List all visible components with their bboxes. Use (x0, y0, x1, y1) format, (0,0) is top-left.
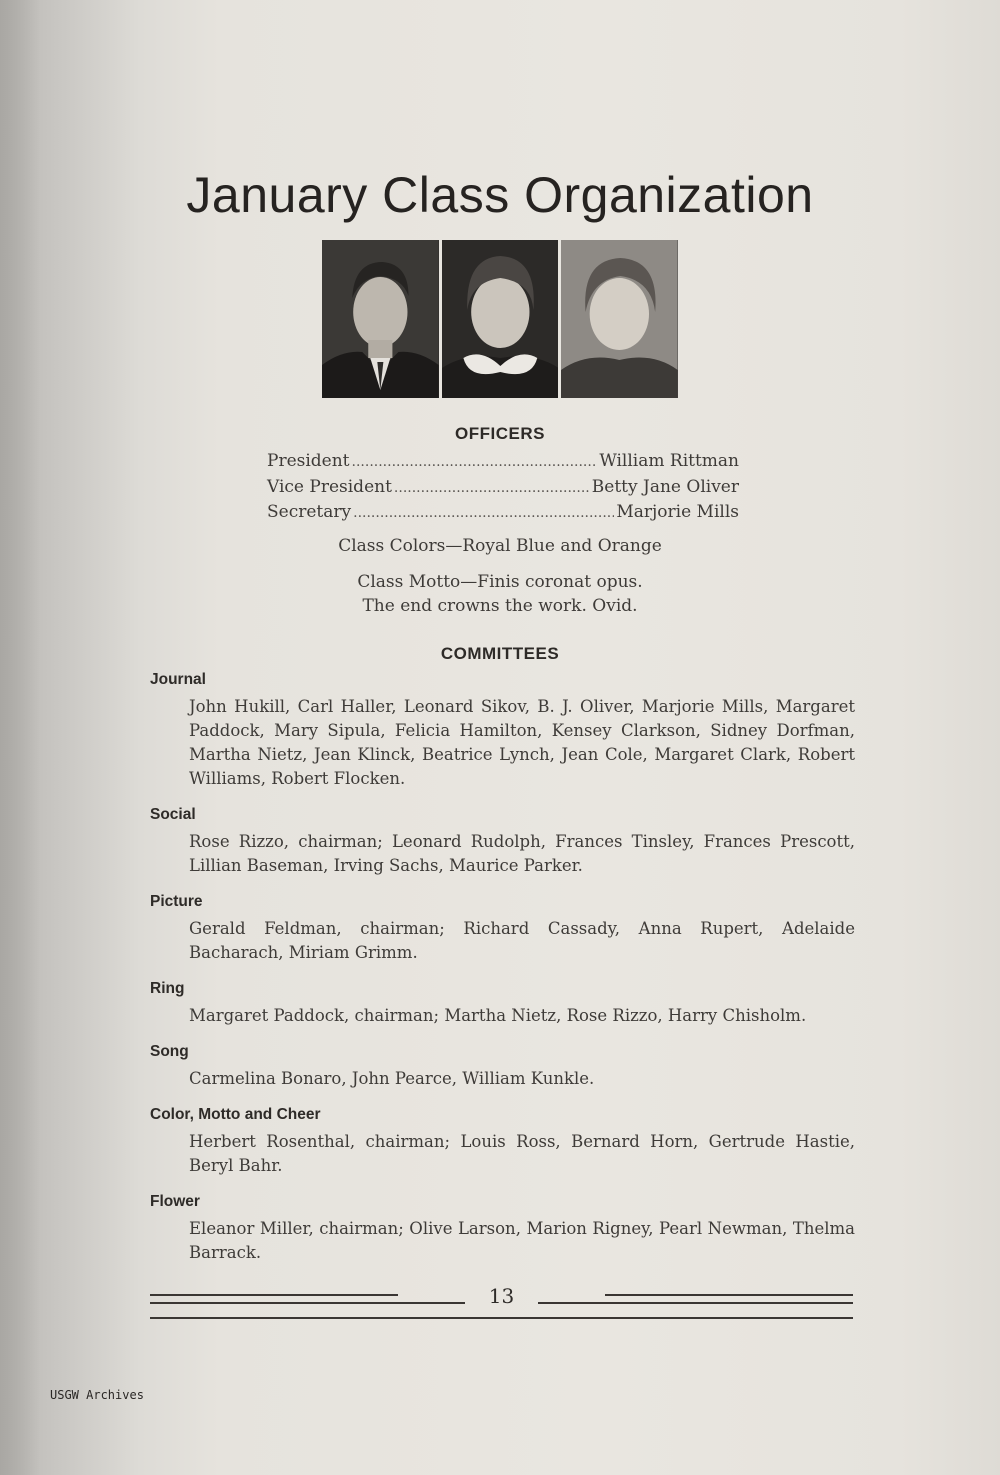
committee-name: Song (150, 1043, 189, 1060)
officer-row-vice-president (267, 475, 739, 501)
committee-name: Flower (150, 1193, 200, 1210)
officer-role: Secretary (267, 502, 352, 522)
committee-name: Ring (150, 980, 185, 997)
officers-heading: OFFICERS (455, 424, 545, 443)
committee-members: Gerald Feldman, chairman; Richard Cassady, Anna Rupert, Adelaide Bacharach, Miriam Grimm. (189, 919, 855, 962)
leader-dots (394, 475, 590, 501)
class-colors: Class Colors—Royal Blue and Orange (338, 536, 662, 556)
officer-photos (322, 240, 678, 398)
class-motto: Class Motto—Finis coronat opus. (357, 572, 643, 592)
committee-members: Rose Rizzo, chairman; Leonard Rudolph, Frances Tinsley, Frances Prescott, Lillian Baseman, Irving Sachs, Maurice Parker. (189, 832, 855, 875)
leader-dots (353, 500, 614, 526)
committee-members: Margaret Paddock, chairman; Martha Nietz, Rose Rizzo, Harry Chisholm. (189, 1006, 807, 1025)
committee-picture (150, 892, 855, 965)
committees-list (150, 670, 855, 1279)
committee-name: Social (150, 806, 196, 823)
committee-journal (150, 670, 855, 791)
portrait-photo-1 (322, 240, 439, 398)
officers-list (267, 449, 739, 526)
page-footer (150, 1284, 853, 1324)
portrait-photo-2 (442, 240, 559, 398)
class-motto-translation: The end crowns the work. Ovid. (362, 596, 638, 616)
officer-name: Marjorie Mills (616, 502, 739, 522)
leader-dots (352, 449, 598, 475)
officer-role: Vice President (267, 476, 392, 497)
committee-social (150, 805, 855, 878)
page-number: 13 (488, 1284, 515, 1308)
officer-name: William Rittman (599, 451, 739, 471)
archive-watermark: USGW Archives (50, 1388, 144, 1402)
officer-name: Betty Jane Oliver (591, 476, 739, 497)
portrait-photo-3 (561, 240, 678, 398)
footer-rule (150, 1317, 853, 1319)
committee-name: Picture (150, 893, 203, 910)
page-title: January Class Organization (186, 166, 814, 223)
officer-row-president (267, 449, 739, 475)
committee-members: Carmelina Bonaro, John Pearce, William Kunkle. (189, 1069, 595, 1088)
committee-ring (150, 979, 855, 1028)
committee-members: Eleanor Miller, chairman; Olive Larson, Marion Rigney, Pearl Newman, Thelma Barrack. (189, 1219, 855, 1262)
committee-members: John Hukill, Carl Haller, Leonard Sikov, B. J. Oliver, Marjorie Mills, Margaret Paddock, Mary Sipula, Felicia Hamilton, Kensey Clarkson, Sidney Dorfman, Martha Nietz, Jean Klinck, Beatrice Lynch, Jean Cole, Margaret Clark, Robert Williams, Robert Flocken. (189, 697, 855, 788)
committee-color-motto-cheer (150, 1105, 855, 1178)
committee-name: Journal (150, 671, 206, 688)
committee-song (150, 1042, 855, 1091)
officer-role: President (267, 451, 350, 471)
officer-row-secretary (267, 500, 739, 526)
committee-name: Color, Motto and Cheer (150, 1106, 321, 1123)
committee-members: Herbert Rosenthal, chairman; Louis Ross, Bernard Horn, Gertrude Hastie, Beryl Bahr. (189, 1132, 855, 1175)
committees-heading: COMMITTEES (440, 644, 560, 663)
committee-flower (150, 1192, 855, 1265)
